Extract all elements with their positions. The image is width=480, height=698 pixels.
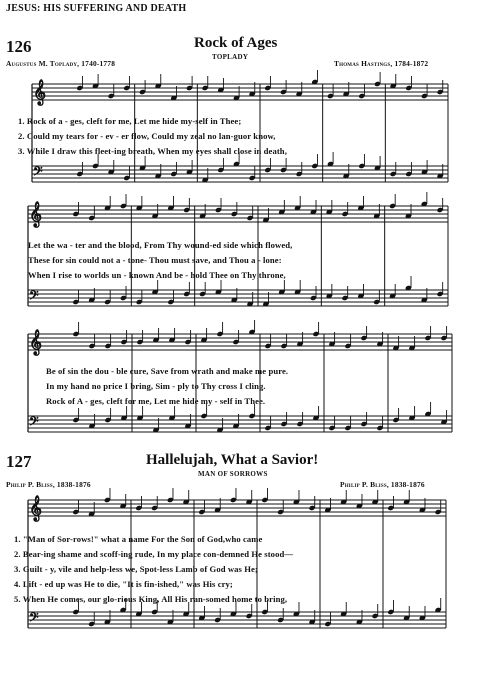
music-credit: Philip P. Bliss, 1838-1876 bbox=[340, 480, 425, 489]
lyric-line: When I rise to worlds un - known And be - hold Thee on Thy throne, bbox=[28, 270, 286, 280]
lyric-line: 3. Guilt - y, vile and help-less we, Spot-less Lamb of God was He; bbox=[14, 564, 258, 574]
treble-clef-icon: 𝄞 bbox=[33, 79, 47, 105]
lyric-line: Let the wa - ter and the blood, From Thy wound-ed side which flowed, bbox=[28, 240, 293, 250]
lyric-line: 4. Lift - ed up was He to die, "It is fin-ished," was His cry; bbox=[14, 579, 233, 589]
treble-clef-icon: 𝄞 bbox=[29, 495, 43, 521]
tune-name: MAN OF SORROWS bbox=[198, 470, 268, 478]
music-credit: Thomas Hastings, 1784-1872 bbox=[334, 59, 429, 68]
bass-clef-icon: 𝄢 bbox=[33, 164, 43, 182]
hymn-number: 127 bbox=[6, 452, 32, 471]
lyric-line: 1. Rock of a - ges, cleft for me, Let me hide my-self in Thee; bbox=[18, 116, 242, 126]
lyric-line: These for sin could not a - tone- Thou must save, and Thou a - lone: bbox=[28, 255, 282, 265]
treble-clef-icon: 𝄞 bbox=[29, 329, 43, 355]
words-credit: Augustus M. Toplady, 1740-1778 bbox=[6, 59, 116, 68]
section-header: JESUS: HIS SUFFERING AND DEATH bbox=[6, 3, 187, 14]
lyric-line: 3. While I draw this fleet-ing breath, When my eyes shall close in death, bbox=[18, 146, 287, 156]
bass-clef-icon: 𝄢 bbox=[29, 414, 39, 432]
lyric-line: Be of sin the dou - ble cure, Save from wrath and make me pure. bbox=[46, 366, 289, 376]
words-credit: Philip P. Bliss, 1838-1876 bbox=[6, 480, 91, 489]
bass-clef-icon: 𝄢 bbox=[29, 288, 39, 306]
lyric-line: 1. "Man of Sor-rows!" what a name For the Son of God,who came bbox=[14, 534, 263, 544]
hymn-title: Hallelujah, What a Savior! bbox=[146, 452, 319, 468]
hymn-number: 126 bbox=[6, 37, 32, 56]
tune-name: TOPLADY bbox=[212, 53, 249, 61]
lyric-line: Rock of A - ges, cleft for me, Let me hide my - self in Thee. bbox=[46, 396, 266, 406]
hymn-title: Rock of Ages bbox=[194, 35, 278, 51]
bass-clef-icon: 𝄢 bbox=[29, 610, 39, 628]
lyric-line: 5. When He comes, our glo-rious King, All His ran-somed home to bring, bbox=[14, 594, 288, 604]
lyric-line: 2. Bear-ing shame and scoff-ing rude, In my place con-demned He stood— bbox=[14, 549, 294, 559]
treble-clef-icon: 𝄞 bbox=[29, 201, 43, 227]
lyric-line: In my hand no price I bring, Sim - ply to Thy cross I cling. bbox=[46, 381, 266, 391]
lyric-line: 2. Could my tears for - ev - er flow, Could my zeal no lan-guor know, bbox=[18, 131, 276, 141]
